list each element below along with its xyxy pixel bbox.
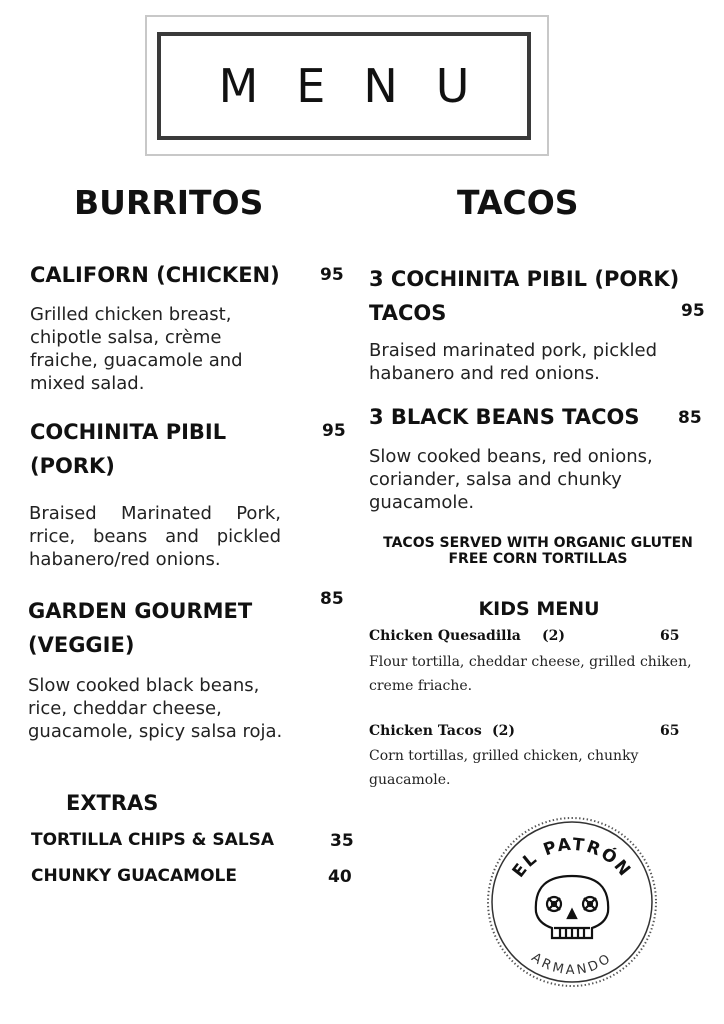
kids-item-price: 65 (660, 628, 680, 644)
burrito-item-name: GARDEN GOURMET (VEGGIE) (28, 599, 253, 657)
burrito-item-price: 95 (320, 265, 344, 285)
burrito-item-description: Slow cooked black beans, rice, cheddar cheese, guacamole, spicy salsa roja. (28, 675, 283, 742)
burritos-heading: BURRITOS (74, 183, 264, 222)
logo-top-text: EL PATRÓN (508, 834, 636, 882)
tacos-heading: TACOS (457, 183, 579, 222)
kids-item-name: Chicken Quesadilla (369, 628, 521, 644)
kids-item-qty: (2) (492, 723, 515, 739)
kids-item-name: Chicken Tacos (369, 723, 482, 739)
burrito-item-price: 95 (322, 421, 346, 441)
extras-heading: EXTRAS (66, 791, 159, 815)
burrito-item-name: CALIFORN (CHICKEN) (30, 263, 280, 287)
taco-item-name: 3 COCHINITA PIBIL (PORK) TACOS (369, 267, 680, 325)
burrito-item-description: Braised Marinated Pork, rrice, beans and pickled habanero/red onions. (29, 503, 281, 570)
extra-item-name: CHUNKY GUACAMOLE (31, 866, 237, 886)
taco-item-name: 3 BLACK BEANS TACOS (369, 405, 640, 429)
kids-menu-heading: KIDS MENU (478, 598, 600, 620)
kids-item-description: Flour tortilla, cheddar cheese, grilled chiken, creme friache. (369, 654, 692, 694)
extra-item-name: TORTILLA CHIPS & SALSA (31, 830, 275, 850)
taco-item-price: 85 (678, 408, 702, 428)
menu-title: MENU (218, 59, 508, 113)
burrito-item-description: Grilled chicken breast, chipotle salsa, crème fraiche, guacamole and mixed salad. (30, 304, 243, 394)
el-patron-logo (484, 814, 660, 990)
extra-item-price: 40 (328, 867, 352, 887)
burrito-item-price: 85 (320, 589, 344, 609)
tacos-note: TACOS SERVED WITH ORGANIC GLUTEN FREE CORN TORTILLAS (383, 535, 693, 567)
burrito-item-name: COCHINITA PIBIL (PORK) (30, 420, 227, 478)
kids-item-qty: (2) (542, 628, 565, 644)
taco-item-description: Slow cooked beans, red onions, coriander, salsa and chunky guacamole. (369, 446, 653, 513)
taco-item-price: 95 (681, 301, 705, 321)
menu-title-box (157, 32, 531, 140)
taco-item-description: Braised marinated pork, pickled habanero and red onions. (369, 340, 658, 384)
extra-item-price: 35 (330, 831, 354, 851)
kids-item-price: 65 (660, 723, 680, 739)
logo-bottom-text: ARMANDO (528, 950, 616, 979)
kids-item-description: Corn tortillas, grilled chicken, chunky guacamole. (369, 748, 639, 788)
